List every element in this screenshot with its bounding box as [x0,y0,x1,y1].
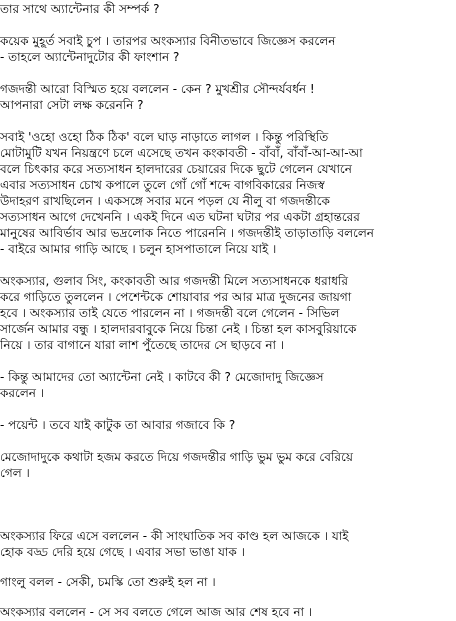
text-line-16: হবে । অংকস্যার তাই যেতে পারলেন না । গজদন্তী বলে গেলেন - সিভিল [0,306,340,320]
text-line-23: গেল । [0,466,30,480]
text-line-19: - কিন্তু আমাদের তো অ্যান্টেনা নেই । কাটবে কী ? মেজোদাদু জিজ্ঞেস [0,370,324,384]
text-line-5: আপনারা সেটা লক্ষ করেননি ? [0,98,144,112]
text-line-11: সত্যসাধন আগে দেখেননি । একই দিনে এত ঘটনা ঘটার পর একটা গ্রহান্তরের [0,210,360,224]
text-line-17: সার্জেন আমার বন্ধু । হালদারবাবুকে নিয়ে চিন্তা নেই । চিন্তা হল কাসবুরিয়াকে [0,322,357,336]
text-line-8: বলে চিৎকার করে সত্যসাধন হালদারের চেয়ারের দিকে ছুটে গেলেন যেখানে [0,162,352,176]
text-line-18: নিয়ে । তার বাগানে যারা লাশ পুঁতেছে তাদের সে ছাড়বে না । [0,338,285,352]
text-line-22: মেজোদাদুকে কথাটা হজম করতে দিয়ে গজদন্তীর গাড়ি ভুম ভুম করে বেরিয়ে [0,450,353,464]
text-line-14: অংকস্যার, গুলাব সিং, কংকাবতী আর গজদন্তী মিলে সত্যসাধনকে ধরাধরি [0,274,348,288]
text-line-21: - পয়েন্ট । তবে যাই কাটুক তা আবার গজাবে কি ? [0,418,236,432]
text-line-20: করলেন । [0,386,45,400]
text-line-26: গাংলু বলল - সেকী, চমস্কি তো শুরুই হল না । [0,575,216,589]
text-line-25: হোক বড্ড দেরি হয়ে গেছে । এবার সভা ভাঙা যাক । [0,545,245,559]
text-line-2: কয়েক মুহূর্ত সবাই চুপ । তারপর অংকস্যার বিনীতভাবে জিজ্ঞেস করলেন [0,34,336,48]
text-line-13: - বাইরে আমার গাড়ি আছে । চলুন হাসপাতালে নিয়ে যাই । [0,242,277,256]
text-line-9: এবার সত্যসাধন চোখ কপালে তুলে গোঁ গোঁ শব্দে বাগবিকারের নিজস্ব [0,178,325,192]
text-line-12: মানুষের আবির্ভাব আর ভদ্রলোক নিতে পারেননি । গজদন্তীই তাড়াতাড়ি বললেন [0,226,374,240]
text-line-3: - তাহলে অ্যান্টেনাদুটোর কী ফাংশান ? [0,50,180,64]
text-line-27: অংকস্যার বললেন - সে সব বলতে গেলে আজ আর শেষ হবে না । [0,605,313,619]
text-line-6: সবাই 'ওহো ওহো ঠিক ঠিক' বলে ঘাড় নাড়াতে লাগল । কিন্তু পরিস্থিতি [0,130,329,144]
text-line-24: অংকস্যার ফিরে এসে বললেন - কী সাংঘাতিক সব কাণ্ড হল আজকে । যাই [0,529,349,543]
text-line-15: করে গাড়িতে তুললেন । পেশেন্টকে শোয়াবার পর আর মাত্র দুজনের জায়গা [0,290,352,304]
text-line-4: গজদন্তী আরো বিস্মিত হয়ে বললেন - কেন ? মুখশ্রীর সৌন্দর্যবর্ধন ! [0,82,315,96]
text-line-10: উদাহরণ রাখছিলেন । একসঙ্গে সবার মনে পড়ল যে নীলু বা গজদন্তীকে [0,194,330,208]
text-line-7: মোটামুটি যখন নিয়ন্ত্রণে চলে এসেছে তখন কংকাবতী - বাঁবাঁ, বাঁবাঁ-আ-আ-আ [0,146,363,160]
text-line-1: তার সাথে অ্যান্টেনার কী সম্পর্ক ? [0,2,160,16]
